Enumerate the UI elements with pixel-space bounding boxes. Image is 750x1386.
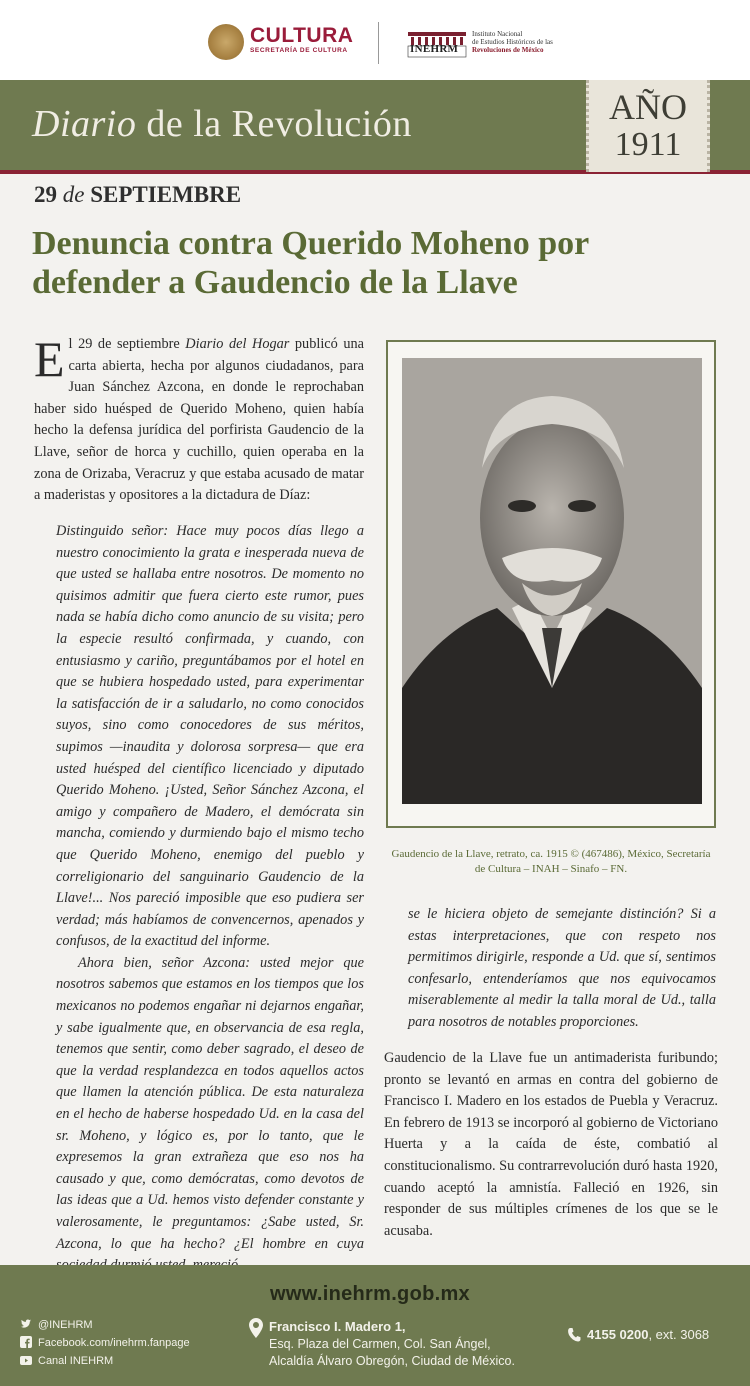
phone-number[interactable] xyxy=(587,1327,709,1342)
intro-paragraph xyxy=(34,331,364,507)
intro-source: Diario del Hogar xyxy=(185,336,290,352)
mexico-seal-icon xyxy=(208,24,244,60)
drop-cap: E xyxy=(34,331,65,387)
portrait-photo xyxy=(402,358,702,804)
logo-divider xyxy=(378,22,379,64)
secretaria-text: SECRETARÍA DE CULTURA xyxy=(250,47,348,54)
twitter-icon xyxy=(20,1318,32,1330)
twitter-link[interactable] xyxy=(20,1318,93,1331)
inehrm-name xyxy=(472,30,553,54)
facebook-url: Facebook.com/inehrm.fanpage xyxy=(38,1337,190,1349)
inehrm-line1: Instituto Nacional xyxy=(472,30,523,38)
title-italic: Diario xyxy=(32,103,137,145)
address-line-2: Esq. Plaza del Carmen, Col. San Ángel, xyxy=(269,1337,491,1351)
website-link[interactable]: www.inehrm.gob.mx xyxy=(270,1283,470,1305)
article-headline: Denuncia contra Querido Moheno por defender a Gaudencio de la Llave xyxy=(32,225,589,301)
youtube-link[interactable] xyxy=(20,1354,113,1367)
quote-paragraph-1: Distinguido señor: Hace muy pocos días llego a nuestro conocimiento la grata e inesperada nueva de que usted se hallaba entre nosotros. De momento no quisimos admitir que fuera cierto este rumor, pues nada se había dicho como anuncio de su visita; pero la especie resultó confirmada, y cuando, con entusiasmo y cariño, preguntábamos por el hotel en que se hubiera hospedado usted, para experimentar la satisfacción de ir a saludarlo, no como conocidos suyos, sino como conocedores de sus méritos, supimos —inaudita y dolorosa sorpresa— que era usted huésped del científico licenciado y diputado Querido Moheno. ¡Usted, Señor Sánchez Azcona, el amigo y compañero de Madero, el demócrata sin mancha, comiendo y durmiendo bajo el mismo techo que Querido Moheno, enemigo del pueblo y correligionario del sanguinario Gaudencio de la Llave!... Nos pareció imposible que eso pudiera ser verdad; más habíamos de convencernos, apenados y confusos, de la exactitud del informe. xyxy=(56,523,364,950)
cultura-logo-text: CULTURA xyxy=(250,24,354,47)
article-date xyxy=(34,182,241,208)
phone-icon xyxy=(567,1327,581,1343)
year-box xyxy=(586,80,710,172)
date-day: 29 xyxy=(34,182,57,207)
diario-title xyxy=(32,102,412,146)
twitter-handle: @INEHRM xyxy=(38,1319,93,1331)
address-street: Francisco I. Madero 1, xyxy=(269,1319,406,1334)
closing-paragraph: Gaudencio de la Llave fue un antimaderista furibundo; pronto se levantó en armas en contra del gobierno de Francisco I. Madero en los estados de Puebla y Veracruz. En febrero de 1913 se incorporó al gobierno de Victoriano Huerta y a la caída de éste, combatió al constitucionalismo. Su contrarrevolución duró hasta 1920, cuando aceptó la amnistía. Falleció en 1926, sin responder de sus múltiples crímenes de los que se le acusaba. xyxy=(384,1050,718,1239)
year-label: AÑO xyxy=(609,87,687,127)
youtube-channel: Canal INEHRM xyxy=(38,1355,114,1367)
phone-main: 4155 0200 xyxy=(587,1327,649,1342)
phone-extension: , ext. 3068 xyxy=(648,1327,710,1342)
inehrm-line2: de Estudios Históricos de las xyxy=(472,38,553,46)
address-line-3: Alcaldía Álvaro Obregón, Ciudad de México. xyxy=(269,1354,515,1368)
title-rest: de la Revolución xyxy=(136,103,412,145)
intro-part-b: publicó una carta abierta, hecha por algunos ciudadanos, para Juan Sánchez Azcona, en donde le reprochaban haber sido huésped de Querido Moheno, quien había hecho la defensa jurídica del porfirista Gaudencio de la Llave, señor de horca y cuchillo, quien operaba en la zona de Orizaba, Veracruz y que estaba acusado de matar a maderistas y opositores a la dictadura de Díaz: xyxy=(34,336,364,504)
portrait-illustration xyxy=(402,358,702,804)
youtube-icon xyxy=(20,1354,32,1366)
intro-part-a: l 29 de septiembre xyxy=(68,336,186,352)
quote-paragraph-2: Ahora bien, señor Azcona: usted mejor que nosotros sabemos que estamos en los tiempos que los mexicanos no podemos engañar ni dejarnos engañar, y sabe igualmente que, en observancia de esa regla, tenemos que sentir, como deber sagrado, el deseo de que la verdad resplandezca en todos aquellos actos que llamen la atención pública. De esta naturaleza en el hecho de haberse hospedado Ud. en la casa del sr. Moheno, y lógico es, por lo tanto, que le expresemos la gran extrañeza que eso nos ha causado y que, como demócratas, como devotos de las ideas que a Ud. hemos visto defender constante y valerosamente, le preguntamos: ¿Sabe usted, Sr. Azcona, lo que ha hecho? ¿El hombre en cuya xyxy=(56,954,364,1252)
inehrm-line3: Revoluciones de México xyxy=(472,46,544,54)
facebook-icon xyxy=(20,1336,32,1348)
location-pin-icon xyxy=(249,1318,263,1338)
date-de: de xyxy=(62,182,85,207)
year-value: 1911 xyxy=(614,126,682,163)
top-logos-bar xyxy=(0,0,750,80)
photo-caption: Gaudencio de la Llave, retrato, ca. 1915 © (467486), México, Secretaría de Cultura – INAH – Sinafo – FN. xyxy=(391,848,711,875)
date-month: SEPTIEMBRE xyxy=(90,182,242,207)
address xyxy=(269,1318,515,1370)
quoted-letter xyxy=(56,521,364,1277)
facebook-link[interactable] xyxy=(20,1336,190,1349)
inehrm-abbr: INEHRM xyxy=(410,43,459,55)
quoted-letter-continued: se le hiciera objeto de semejante distinción? Si a estas interpretaciones, que con respeto nos permitimos dirigirle, responde a Ud. que sí, sentimos confesarlo, entenderíamos que nos equivocamos miserablemente al medir la talla moral de Ud., talla para nosotros de notables proporciones. xyxy=(408,906,716,1030)
